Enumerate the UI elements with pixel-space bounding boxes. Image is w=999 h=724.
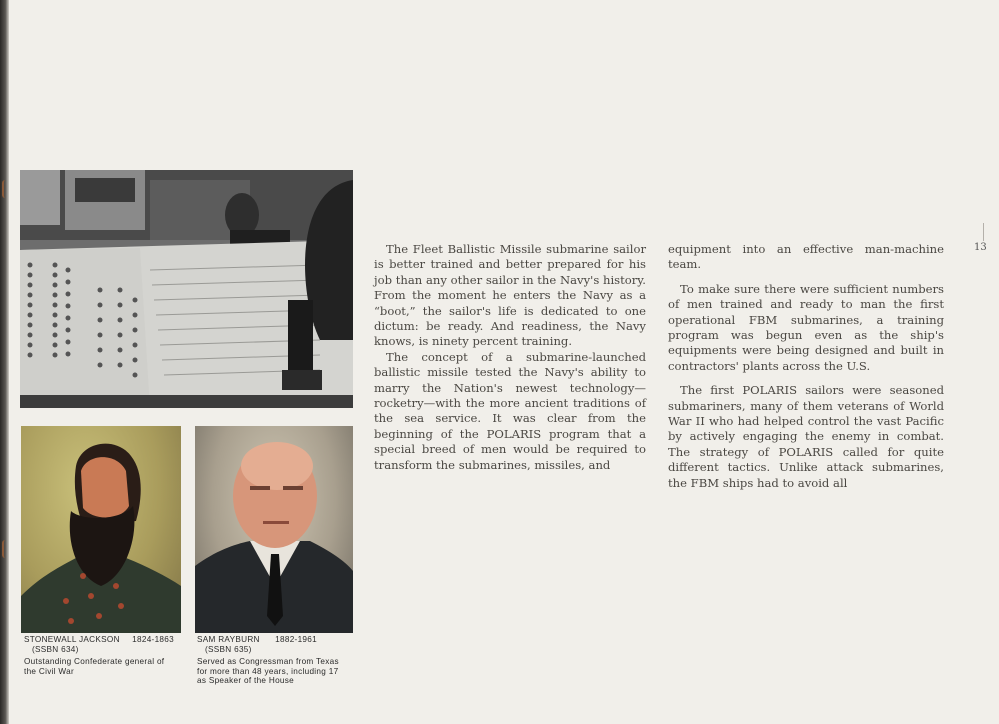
page-binding-edge (0, 0, 9, 724)
body-text-right-column (668, 242, 944, 491)
paragraph: The Fleet Ballistic Missile submarine sailor is better trained and better prepared for his job than any other sailor in the Navy's history. From the moment he enters the Navy as a “boot,” the sailor's life is dedicated to one dictum: be ready. And readiness, the Navy knows, is ninety percent training. (374, 242, 646, 349)
jackson-name: STONEWALL JACKSON (24, 635, 120, 644)
jackson-portrait-drawing (21, 426, 181, 633)
stonewall-jackson-portrait (21, 426, 181, 633)
paragraph: equipment into an effective man-machine team. (668, 242, 944, 272)
paragraph: To make sure there were sufficient numbers of men trained and ready to man the first operational FBM submarines, a training program was begun even as the ship's equipments were being designed and built in contractors' plants across the U.S. (668, 281, 944, 373)
staple-mark (2, 540, 11, 558)
paragraph: The first POLARIS sailors were seasoned submariners, many of them veterans of World War II who had helped control the vast Pacific by actively engaging the enemy in combat. The strategy of POLARIS called for quite different tactics. Unlike attack submarines, the FBM ships had to avoid all (668, 383, 944, 490)
rayburn-years: 1882-1961 (275, 635, 317, 644)
page-number: 13 (974, 242, 987, 253)
sailors-at-console-photo (20, 170, 353, 408)
rayburn-ship: (SSBN 635) (205, 644, 252, 654)
rayburn-description: Served as Congressman from Texas for more than 48 years, including 17 as Speaker of the House (197, 657, 339, 686)
body-text-left-column (374, 242, 646, 473)
rayburn-caption (197, 635, 357, 686)
staple-mark (2, 180, 11, 198)
rayburn-portrait-drawing (195, 426, 353, 633)
jackson-caption (24, 635, 184, 676)
rayburn-name: SAM RAYBURN (197, 635, 260, 644)
jackson-ship: (SSBN 634) (32, 644, 79, 654)
sam-rayburn-portrait (195, 426, 353, 633)
console-photo-drawing (20, 170, 353, 408)
paragraph: The concept of a submarine-launched ballistic missile tested the Navy's ability to marry the Nation's newest technology—rocketry—with the more ancient traditions of the sea service. It was clear from the beginning of the POLARIS program that a special breed of men would be required to transform the submarines, missiles, and (374, 349, 646, 472)
jackson-years: 1824-1863 (132, 635, 174, 644)
pen-mark (983, 223, 984, 241)
jackson-description: Outstanding Confederate general of the Civil War (24, 657, 165, 676)
